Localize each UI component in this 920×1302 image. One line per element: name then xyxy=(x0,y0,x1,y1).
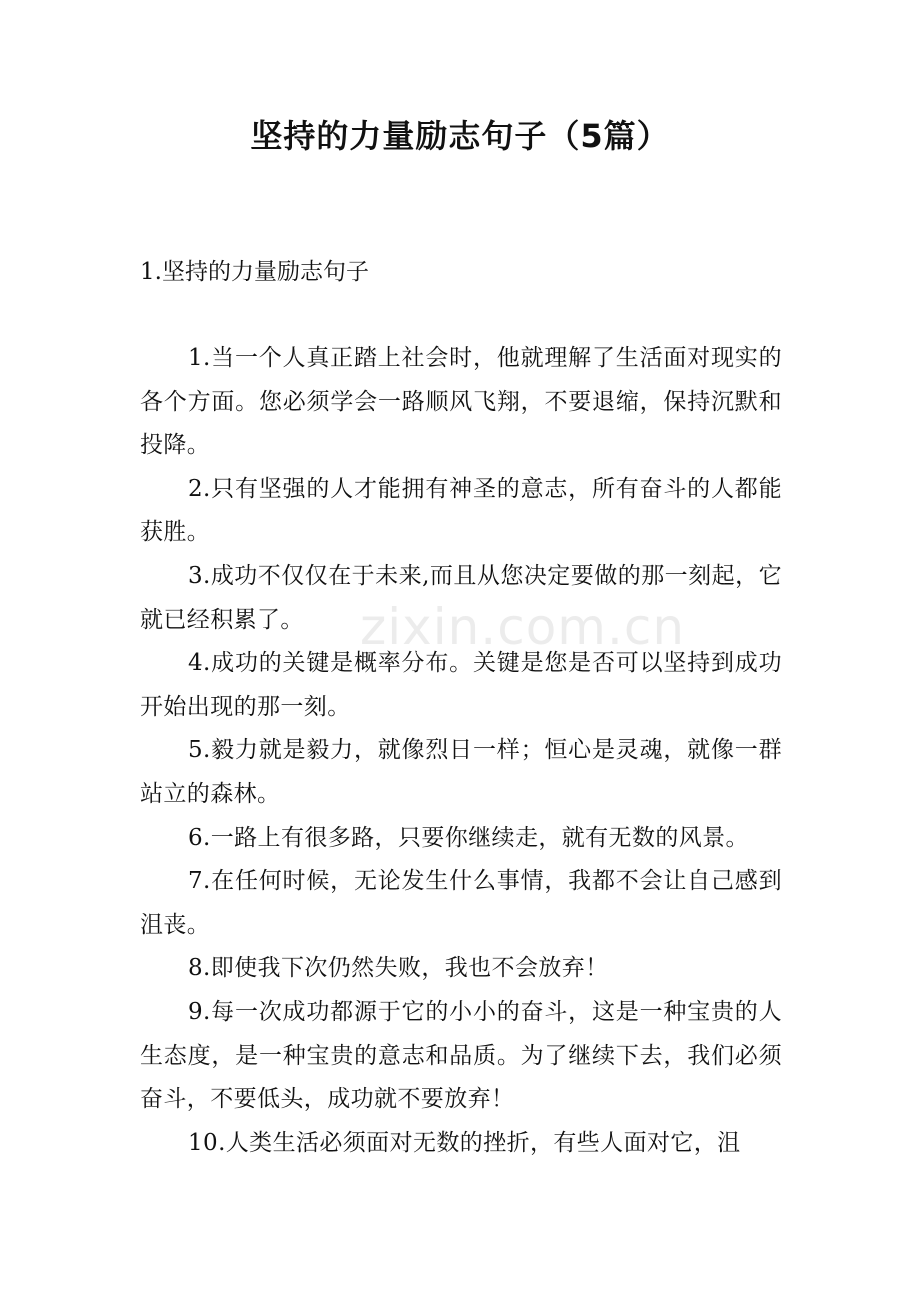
paragraph-8: 8.即使我下次仍然失败，我也不会放弃！ xyxy=(188,955,609,982)
paragraph-6: 6.一路上有很多路，只要你继续走，就有无数的风景。 xyxy=(188,824,749,851)
paragraph-4: 4.成功的关键是概率分布。关键是您是否可以坚持到成功开始出现的那一刻。 xyxy=(140,650,782,720)
paragraph-5: 5.毅力就是毅力，就像烈日一样；恒心是灵魂，就像一群站立的森林。 xyxy=(140,737,782,807)
paragraph-2: 2.只有坚强的人才能拥有神圣的意志，所有奋斗的人都能获胜。 xyxy=(140,475,782,546)
paragraph-1: 1.当一个人真正踏上社会时，他就理解了生活面对现实的各个方面。您必须学会一路顺风飞翔，不要退缩，保持沉默和投降。 xyxy=(140,345,782,459)
paragraph-7: 7.在任何时候，无论发生什么事情，我都不会让自己感到沮丧。 xyxy=(140,868,782,938)
paragraph-9: 9.每一次成功都源于它的小小的奋斗，这是一种宝贵的人生态度，是一种宝贵的意志和品质。为了继续下去，我们必须奋斗，不要低头，成功就不要放弃！ xyxy=(140,998,782,1113)
section-heading: 1.坚持的力量励志句子 xyxy=(140,259,369,285)
watermark: zixin.com.cn xyxy=(360,598,686,656)
paragraph-3: 3.成功不仅仅在于未来,而且从您决定要做的那一刻起，它就已经积累了。 xyxy=(140,562,782,633)
paragraph-10: 10.人类生活必须面对无数的挫折，有些人面对它，沮 xyxy=(188,1129,741,1156)
document-body xyxy=(140,337,782,1165)
document-title: 坚持的力量励志句子（5篇） xyxy=(250,117,670,155)
